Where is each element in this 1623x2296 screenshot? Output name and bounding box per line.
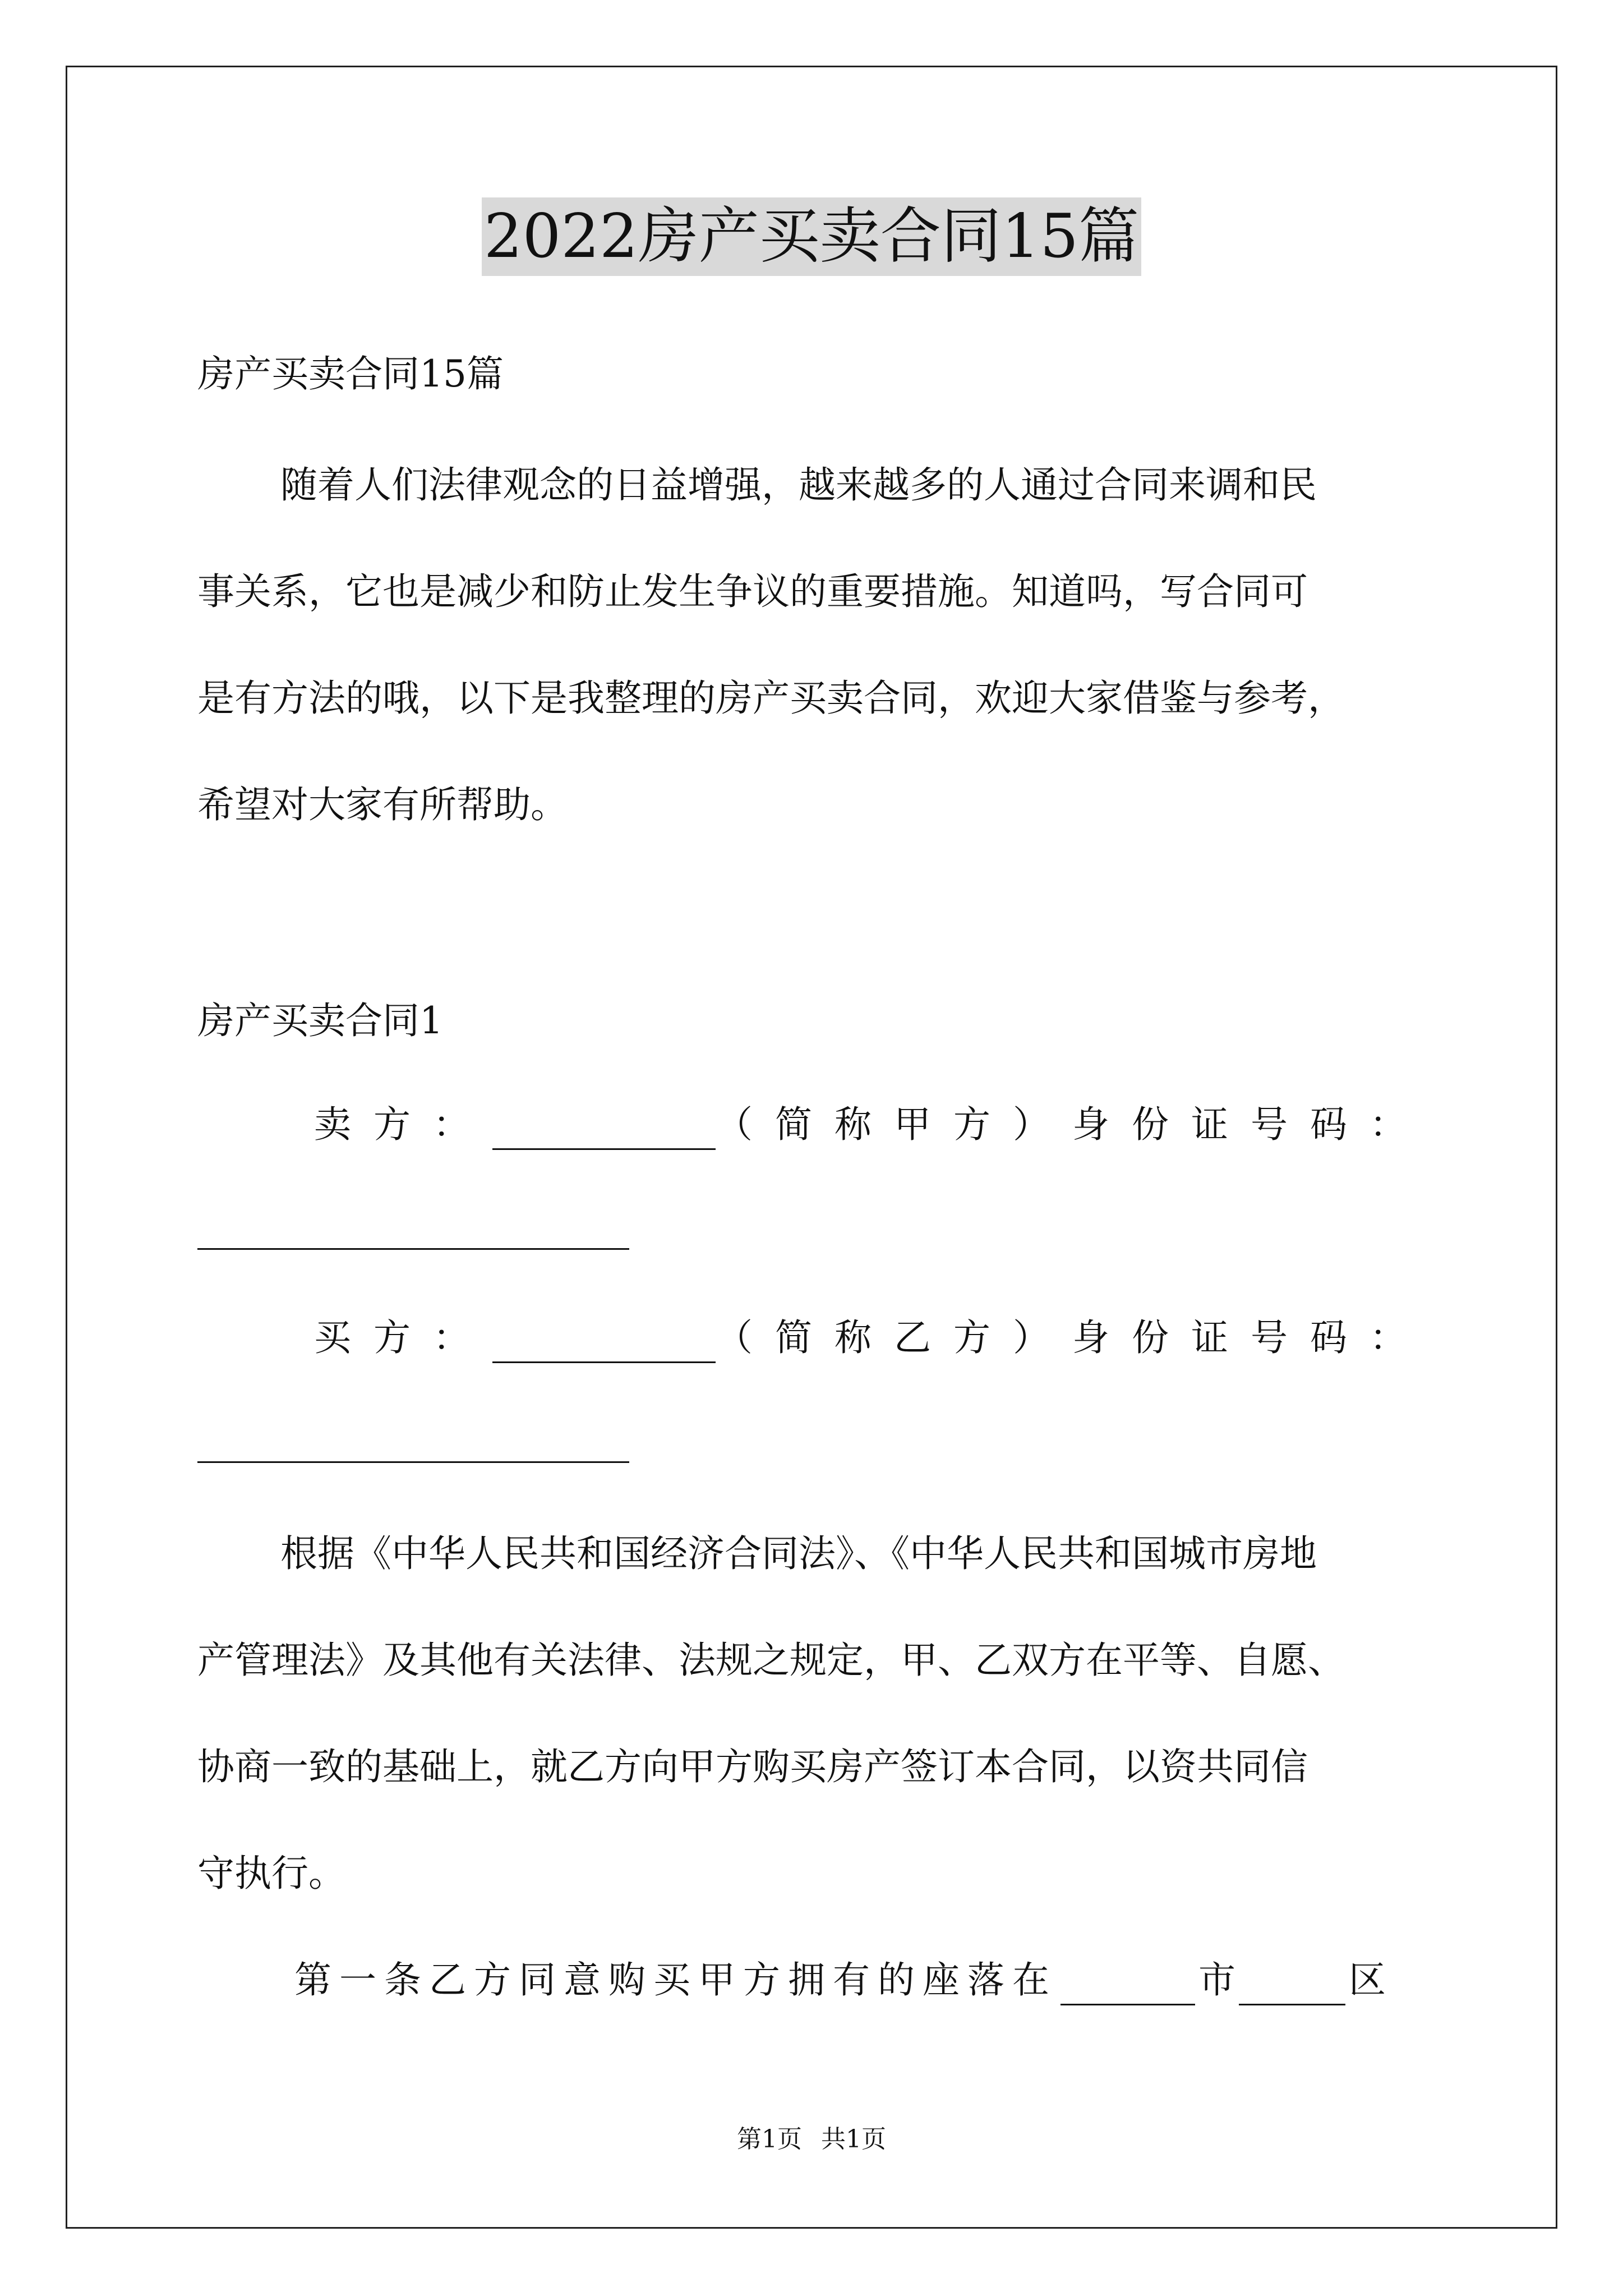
- seller-name-blank: [492, 1115, 716, 1150]
- buyer-line: [314, 1313, 1429, 1363]
- intro-line-1: 随着人们法律观念的日益增强，越来越多的人通过合同来调和民: [280, 463, 1317, 507]
- seller-line: [314, 1099, 1429, 1150]
- seller-role: （简称甲方）身份证号码：: [716, 1103, 1429, 1146]
- buyer-id-blank: [197, 1461, 629, 1463]
- section-heading: 房产买卖合同1: [197, 999, 443, 1042]
- intro-line-3: 是有方法的哦，以下是我整理的房产买卖合同，欢迎大家借鉴与参考，: [197, 677, 1345, 720]
- article-1-line: [294, 1955, 1429, 2005]
- title-wrap: [0, 197, 1623, 276]
- document-title: 2022房产买卖合同15篇: [482, 197, 1141, 276]
- intro-line-2: 事关系，它也是减少和防止发生争议的重要措施。知道吗，写合同可: [197, 570, 1308, 613]
- buyer-name-blank: [492, 1328, 716, 1363]
- basis-line-3: 协商一致的基础上，就乙方向甲方购买房产签订本合同，以资共同信: [197, 1745, 1308, 1788]
- basis-line-2: 产管理法》及其他有关法律、法规之规定，甲、乙双方在平等、自愿、: [197, 1639, 1345, 1682]
- footer-page: 第1页: [737, 2125, 802, 2154]
- buyer-label: 买方：: [314, 1316, 492, 1359]
- article-1-district-blank: [1239, 1970, 1345, 2005]
- basis-line-1: 根据《中华人民共和国经济合同法》、《中华人民共和国城市房地: [280, 1532, 1317, 1575]
- document-subtitle: 房产买卖合同15篇: [197, 352, 504, 395]
- buyer-role: （简称乙方）身份证号码：: [716, 1316, 1429, 1359]
- footer-total: 共1页: [821, 2125, 886, 2154]
- article-1-district: 区: [1349, 1958, 1386, 2001]
- intro-line-4: 希望对大家有所帮助。: [197, 783, 568, 826]
- page-footer: [0, 2124, 1623, 2155]
- seller-label: 卖方：: [314, 1103, 492, 1146]
- basis-line-4: 守执行。: [197, 1852, 345, 1895]
- seller-id-blank: [197, 1248, 629, 1250]
- article-1-city: 市: [1198, 1958, 1235, 2001]
- article-1-text: 第一条乙方同意购买甲方拥有的座落在: [294, 1958, 1057, 2001]
- article-1-city-blank: [1061, 1970, 1195, 2005]
